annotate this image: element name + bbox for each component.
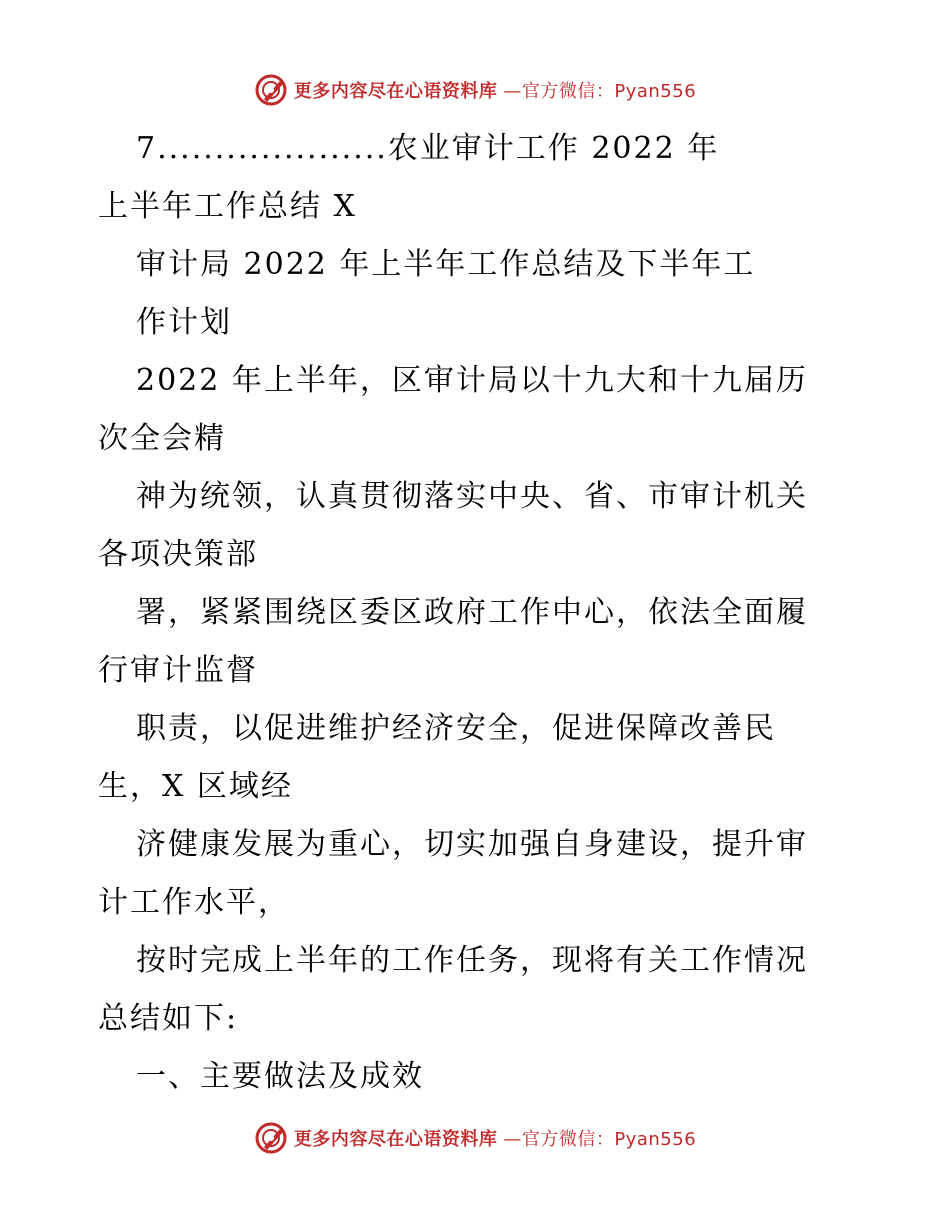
pen-logo-icon xyxy=(254,73,288,107)
section-heading: 一、主要做法及成效 xyxy=(136,1059,424,1094)
watermark-main-text: 更多内容尽在心语资料库 xyxy=(293,81,498,102)
text-line: 2022 年上半年，区审计局以十九大和十九届历 xyxy=(136,363,808,398)
text-line: 次全会精 xyxy=(98,421,226,456)
text-line: 神为统领，认真贯彻落实中央、省、市审计机关 xyxy=(136,479,808,514)
text-line: 职责，以促进维护经济安全，促进保障改善民 xyxy=(136,711,776,746)
footer-watermark xyxy=(0,1118,950,1158)
text-line: 生，X 区域经 xyxy=(98,769,293,804)
text-line: 济健康发展为重心，切实加强自身建设，提升审 xyxy=(136,827,808,862)
watermark-tail-text: —官方微信：Pyan556 xyxy=(503,1129,697,1150)
watermark-main-text: 更多内容尽在心语资料库 xyxy=(293,1129,498,1150)
text-line: 署，紧紧围绕区委区政府工作中心，依法全面履 xyxy=(136,595,808,630)
text-line: 上半年工作总结 X xyxy=(98,189,357,224)
pen-logo-icon xyxy=(254,1121,288,1155)
text-line: 计工作水平， xyxy=(98,885,290,920)
text-line: 7....................农业审计工作 2022 年 xyxy=(136,131,720,166)
text-line: 行审计监督 xyxy=(98,653,258,688)
header-watermark xyxy=(0,70,950,110)
text-line: 审计局 2022 年上半年工作总结及下半年工 xyxy=(136,247,756,282)
text-line: 总结如下: xyxy=(98,1001,239,1036)
document-body xyxy=(98,120,858,1106)
text-line: 作计划 xyxy=(136,305,232,340)
text-line: 按时完成上半年的工作任务，现将有关工作情况 xyxy=(136,943,808,978)
text-line: 各项决策部 xyxy=(98,537,258,572)
watermark-tail-text: —官方微信：Pyan556 xyxy=(503,81,697,102)
